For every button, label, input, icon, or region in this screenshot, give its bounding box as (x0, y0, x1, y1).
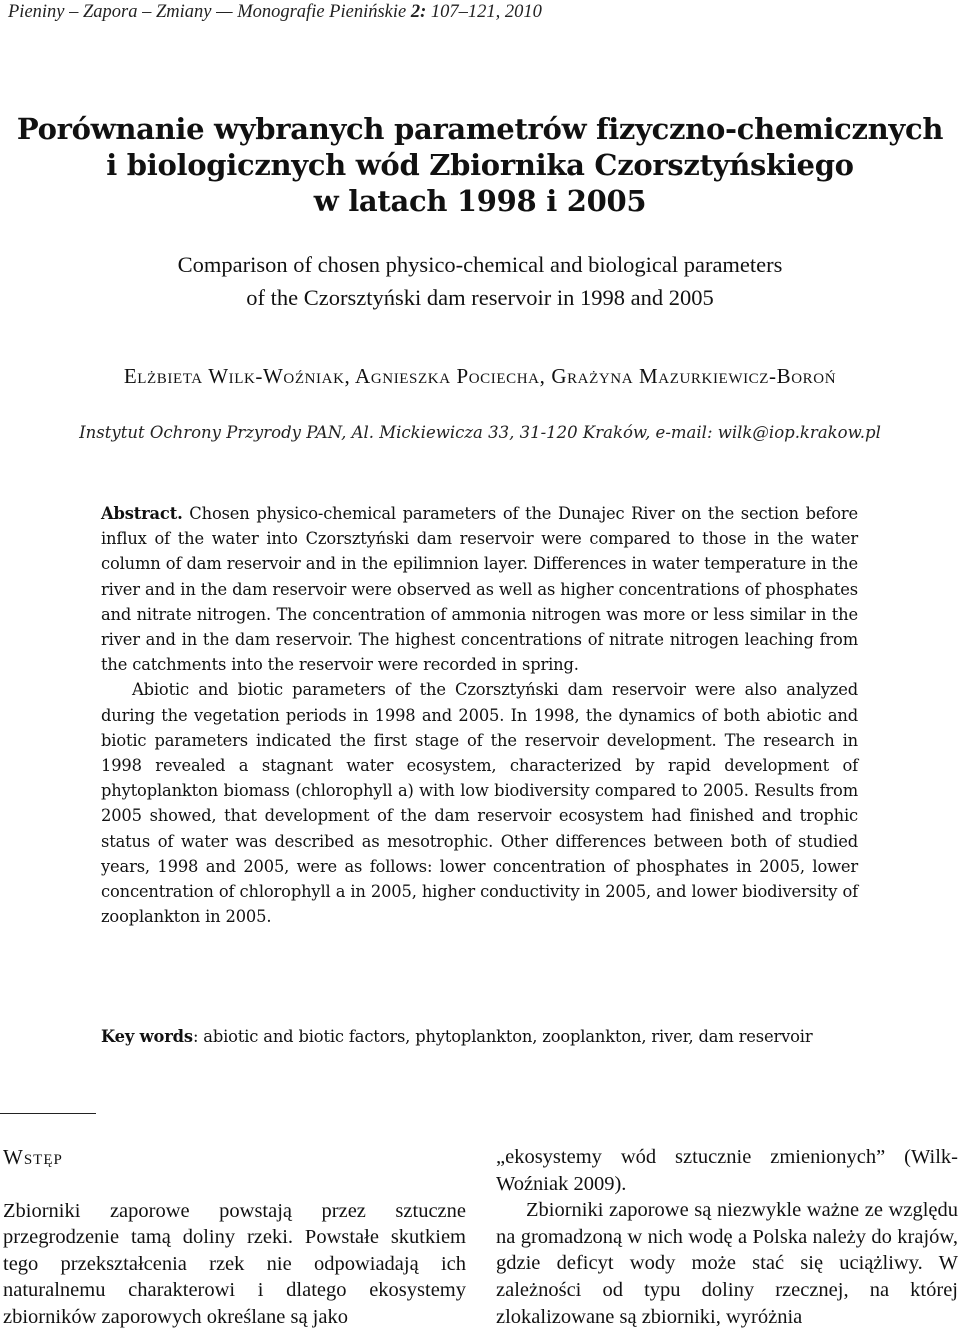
abstract-paragraph (101, 501, 858, 677)
title-english-line: of the Czorsztyński dam reservoir in 1998 and 2005 (246, 285, 714, 310)
abstract-label: Abstract. (101, 504, 183, 523)
keywords (101, 1024, 858, 1049)
intro-left-column (3, 1144, 466, 1331)
title-polish (0, 111, 960, 219)
intro-right-column (496, 1144, 958, 1330)
keywords-text: : abiotic and biotic factors, phytoplankton, zooplankton, river, dam reservoir (192, 1027, 813, 1046)
abstract-paragraph-2: Abiotic and biotic parameters of the Czorsztyński dam reservoir were also analyzed during the vegetation periods in 1998 and 2005. In 1998, the dynamics of both abiotic and biotic parameters indicated the first stage of the reservoir development. The research in 1998 revealed a stagnant water ecosystem, characterized by rapid development of phytoplankton biomass (chlorophyll a) with low biodiversity compared to 2005. Results from 2005 showed, that development of the dam reservoir ecosystem had finished and trophic status of water was described as mesotrophic. Other differences between both of studied years, 1998 and 2005, were as follows: lower concentration of phosphates in 2005, lower concentration of chlorophyll a in 2005, higher conductivity in 2005, and lower biodiversity of zooplankton in 2005. (101, 680, 858, 927)
journal-header (8, 2, 542, 23)
title-polish-line: w latach 1998 i 2005 (313, 184, 647, 218)
journal-pages: 107–121, 2010 (430, 2, 542, 22)
section-heading: Wstęp (3, 1145, 63, 1169)
section-divider (0, 1113, 96, 1114)
intro-paragraph: Zbiorniki zaporowe powstają przez sztuczne przegrodzenie tamą doliny rzeki. Powstałe skutkiem tego przekształcenia rzek nie odpowiadają ich naturalnemu charakterowi i dlatego ekosystemy zbiorników zaporowych określane są jako (3, 1199, 466, 1328)
abstract-text: Chosen physico-chemical parameters of the Dunajec River on the section before influx of the water into Czorsztyński dam reservoir were compared to those in the water column of dam reservoir and in the epilimnion layer. Differences in water temperature in the river and in the dam reservoir were observed as well as higher concentrations of phosphates and nitrate nitrogen. The concentration of ammonia nitrogen was more or less similar in the river and in the dam reservoir. The highest concentrations of nitrate nitrogen leaching from the catchments into the reservoir were recorded in spring. (101, 504, 858, 675)
title-polish-line: Porównanie wybranych parametrów fizyczno-chemicznych (16, 112, 944, 146)
journal-issue: 2: (410, 2, 427, 22)
abstract (101, 501, 858, 929)
journal-series: Pieniny – Zapora – Zmiany — Monografie Pienińskie (8, 2, 407, 22)
title-english-line: Comparison of chosen physico-chemical and biological parameters (177, 252, 783, 277)
title-english (0, 248, 960, 314)
intro-paragraph: Zbiorniki zaporowe są niezwykle ważne ze względu na gromadzoną w nich wodę a Polska należy do krajów, gdzie deficyt wody może stać się uciążliwy. W zależności od typu doliny rzecznej, na której zlokalizowane są zbiorniki, wyróżnia (496, 1199, 958, 1328)
authors: Elżbieta Wilk-Woźniak, Agnieszka Pociecha, Grażyna Mazurkiewicz-Boroń (123, 364, 837, 388)
intro-paragraph: „ekosystemy wód sztucznie zmienionych” (Wilk-Woźniak 2009). (496, 1146, 958, 1195)
keywords-label: Key words (101, 1027, 193, 1046)
affiliation: Instytut Ochrony Przyrody PAN, Al. Mickiewicza 33, 31-120 Kraków, e-mail: wilk@iop.krakow.pl (79, 423, 881, 442)
title-polish-line: i biologicznych wód Zbiornika Czorsztyńskiego (106, 148, 854, 182)
